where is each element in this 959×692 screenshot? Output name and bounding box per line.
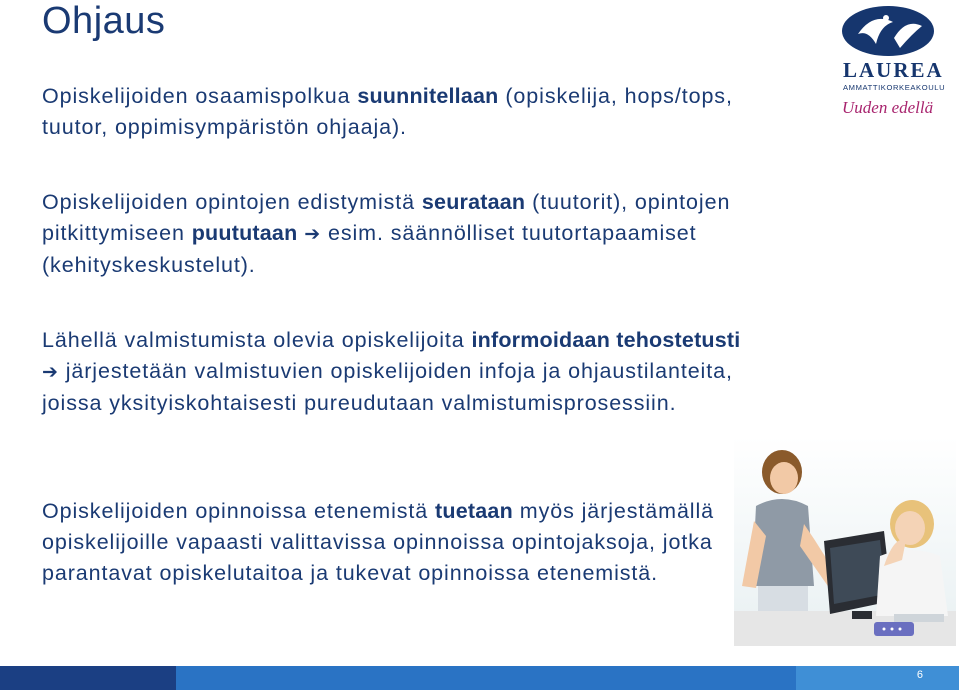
- text: (tuutorit), opintojen pitkittymiseen: [42, 190, 731, 245]
- text: esim. säännölliset tuutortapaamiset (kehityskeskustelut).: [42, 221, 697, 277]
- page-number: 6: [916, 669, 923, 681]
- slide-title: Ohjaus: [42, 0, 166, 42]
- students-photo: [734, 436, 956, 646]
- text: myös järjestämällä opiskelijoille vapaasti valittavissa opinnoissa opintojaksoja, jotka parantavat opiskelutaitoa ja tukevat opinnoissa etenemistä.: [42, 499, 715, 585]
- emphasis: suunnitellaan: [357, 84, 499, 108]
- laurea-logo: [838, 4, 938, 60]
- text: Opiskelijoiden opinnoissa etenemistä: [42, 499, 436, 523]
- text: järjestetään valmistuvien opiskelijoiden infoja ja ohjaustilanteita, joissa yksityiskohtaisesti pureudutaan valmistumisprosessiin.: [42, 359, 733, 415]
- footer-segment: [176, 666, 796, 690]
- text: Opiskelijoiden opintojen edistymistä: [42, 190, 422, 214]
- logo-slogan: Uuden edellä: [842, 98, 934, 117]
- text: Lähellä valmistumista olevia opiskelijoita: [42, 328, 472, 352]
- emphasis: informoidaan tehostetusti: [471, 328, 741, 352]
- logo-name: LAUREA: [843, 58, 944, 82]
- text: (opiskelija, hops/tops, tuutor, oppimisympäristön ohjaaja).: [42, 84, 733, 139]
- paragraph-monitoring: [42, 187, 742, 281]
- emphasis: tuetaan: [435, 499, 513, 523]
- footer-segment: [796, 666, 959, 690]
- arrow-right-icon: ➔: [304, 223, 322, 245]
- text: Opiskelijoiden osaamispolkua: [42, 84, 358, 108]
- paragraph-planning: [42, 81, 742, 143]
- paragraph-informing: [42, 325, 742, 419]
- logo-subtitle: AMMATTIKORKEAKOULU: [843, 83, 946, 92]
- paragraph-supporting: [42, 496, 762, 589]
- emphasis: puututaan: [191, 221, 298, 245]
- emphasis: seurataan: [421, 190, 526, 214]
- footer-segment: [0, 666, 176, 690]
- arrow-right-icon: ➔: [42, 361, 59, 383]
- footer-bar: [0, 666, 959, 690]
